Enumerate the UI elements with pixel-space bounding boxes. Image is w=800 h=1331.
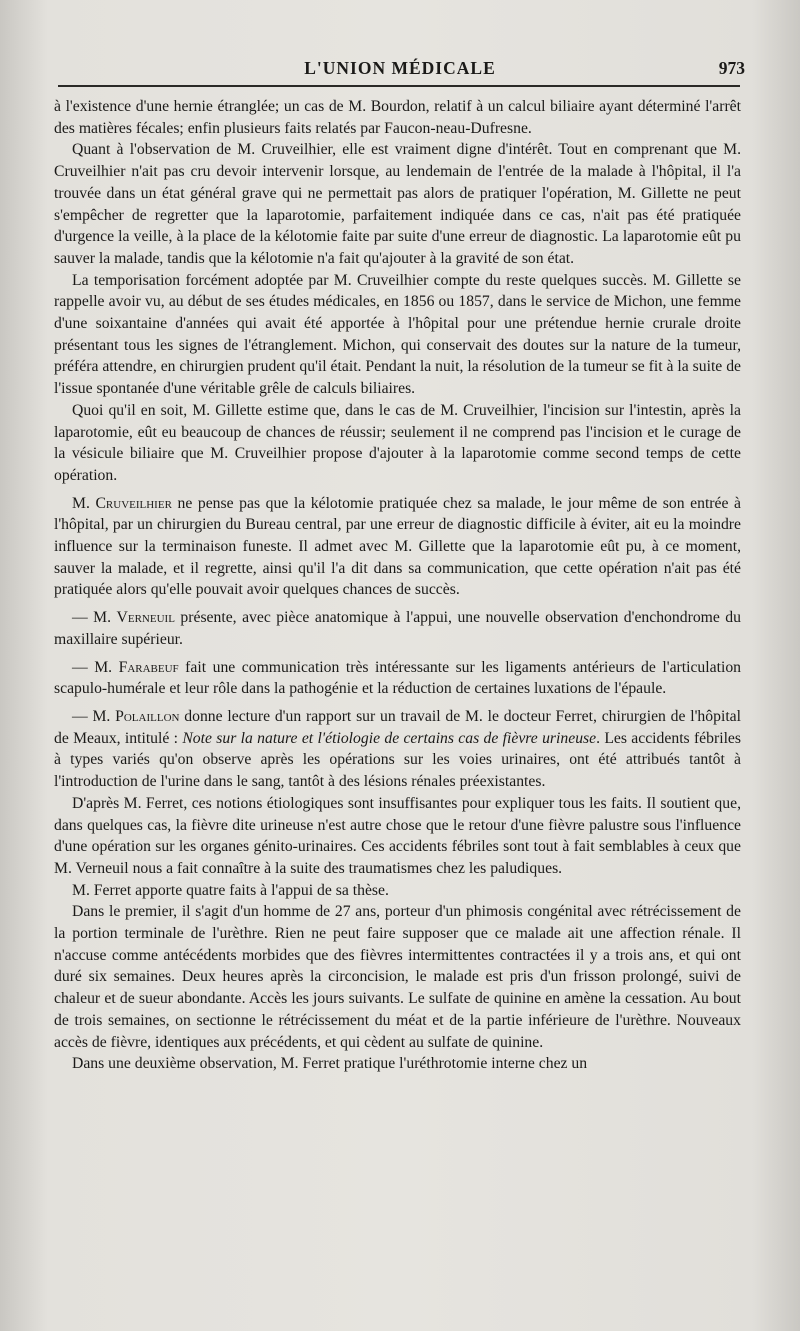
paragraph: — M. Polaillon donne lecture d'un rapport sur un travail de M. le docteur Ferret, chirurgien de l'hôpital de Meaux, intitulé : Note sur la nature et l'étiologie de certains cas de fièvre urineuse. Les accidents fébriles à types variés qu'on observe après les opérations sur les voies urinaires, ont été attribués tantôt à l'introduction de l'urine dans le sang, tantôt à des lésions rénales préexistantes. (54, 707, 742, 791)
paragraph: Quoi qu'il en soit, M. Gillette estime que, dans le cas de M. Cruveilhier, l'incision sur l'intestin, après la laparotomie, eût eu beaucoup de chances de réussir; seulement il ne comprend pas l'incision et le curage de la vésicule biliaire que M. Cruveilhier propose d'ajouter à la laparotomie comme second temps de cette opération. (54, 401, 741, 484)
speaker-name: Verneuil (116, 609, 175, 627)
page-number: 973 (718, 58, 745, 78)
paragraph: M. Cruveilhier ne pense pas que la kélotomie pratiquée chez sa malade, le jour même de son entrée à l'hôpital, par un chirurgien du Bureau central, par une erreur de diagnostic difficile à éviter, ait eu la moindre influence sur la terminaison funeste. Il admet avec M. Gillette que la laparotomie eût pu, à ce moment, sauver la malade, et il regrette, ainsi qu'il l'a dit dans sa communication, que cette opération n'ait pas été pratiquée alors qu'elle pouvait avoir quelques chances de succès. (54, 494, 741, 599)
speaker-name: Polaillon (115, 707, 180, 725)
paragraph: à l'existence d'une hernie étranglée; un cas de M. Bourdon, relatif à un calcul biliaire ayant déterminé l'arrêt des matières fécales; enfin plusieurs faits relatés par Faucon-neau-Dufresne. (54, 98, 741, 137)
paragraph: Dans une deuxième observation, M. Ferret pratique l'uréthrotomie interne chez un (72, 1055, 588, 1073)
speaker-name: Cruveilhier (95, 494, 172, 512)
paragraph: — M. Farabeuf fait une communication très intéressante sur les ligaments antérieurs de l'articulation scapulo-humérale et leur rôle dans la pathogénie et la réduction de certaines luxations de l'épaule. (54, 658, 742, 698)
paragraph: D'après M. Ferret, ces notions étiologiques sont insuffisantes pour expliquer tous les faits. Il soutient que, dans quelques cas, la fièvre dite urineuse n'est autre chose que le retour d'une fièvre palustre sous l'influence d'une opération sur les organes génito-urinaires. Ces accidents fébriles sont tout à fait semblables à ceux que M. Verneuil nous a fait connaître à la suite des traumatismes chez les paludiques. (54, 794, 741, 877)
paragraph: La temporisation forcément adoptée par M. Cruveilhier compte du reste quelques succès. M. Gillette se rappelle avoir vu, au début de ses études médicales, en 1856 ou 1857, dans le service de Michon, une femme d'une soixantaine d'années qui avait été apportée à l'hôpital pour une prétendue hernie crurale droite présentant tous les signes de l'étranglement. Michon, qui conservait des doutes sur la nature de la tumeur, préféra attendre, en chirurgien prudent qu'il était. Pendant la nuit, la résolution de la tumeur se fit à la suite de l'issue spontanée d'une véritable grêle de calculs biliaires. (54, 271, 741, 398)
paragraph: Quant à l'observation de M. Cruveilhier, elle est vraiment digne d'intérêt. Tout en comprenant que M. Cruveilhier n'ait pas cru devoir intervenir lorsque, au lendemain de l'entrée de la malade à l'hôpital, il l'a trouvée dans un état général grave qui ne permettait pas alors de pratiquer l'opération, M. Gillette ne peut s'empêcher de regretter que la laparotomie, parfaitement indiquée dans ce cas, n'ait pas été pratiquée d'urgence la veille, à la place de la kélotomie faite par suite d'une erreur de diagnostic. La laparotomie eût pu sauver la malade, tandis que la kélotomie n'a fait qu'ajouter à la gravité de son état. (54, 141, 741, 267)
header-rule (58, 85, 740, 87)
paper-title: Note sur la nature et l'étiologie de certains cas de fièvre urineuse (182, 729, 597, 747)
journal-title: L'UNION MÉDICALE (304, 58, 496, 78)
paragraph: — M. Verneuil présente, avec pièce anatomique à l'appui, une nouvelle observation d'enchondrome du maxillaire supérieur. (54, 609, 741, 648)
speaker-name: Farabeuf (118, 658, 179, 676)
paragraph: Dans le premier, il s'agit d'un homme de 27 ans, porteur d'un phimosis congénital avec rétrécissement de la portion terminale de l'urèthre. Rien ne peut faire supposer que ce malade ait une affection rénale. Il n'accuse comme antécédents morbides que des fièvres intermittentes contractées il y a trois ans, et qui ont duré six semaines. Deux heures après la circoncision, le malade est pris d'un frisson prolongé, suivi de chaleur et de sueur abondante. Accès les jours suivants. Le sulfate de quinine en amène la cessation. Au bout de trois semaines, on sectionne le rétrécissement du méat et de la partie inférieure de l'urèthre. Nouveaux accès de fièvre, identiques aux précédents, et qui cèdent au sulfate de quinine. (54, 903, 741, 1051)
body-text (54, 96, 741, 1075)
running-header (55, 52, 745, 84)
paragraph: M. Ferret apporte quatre faits à l'appui de sa thèse. (72, 881, 389, 899)
